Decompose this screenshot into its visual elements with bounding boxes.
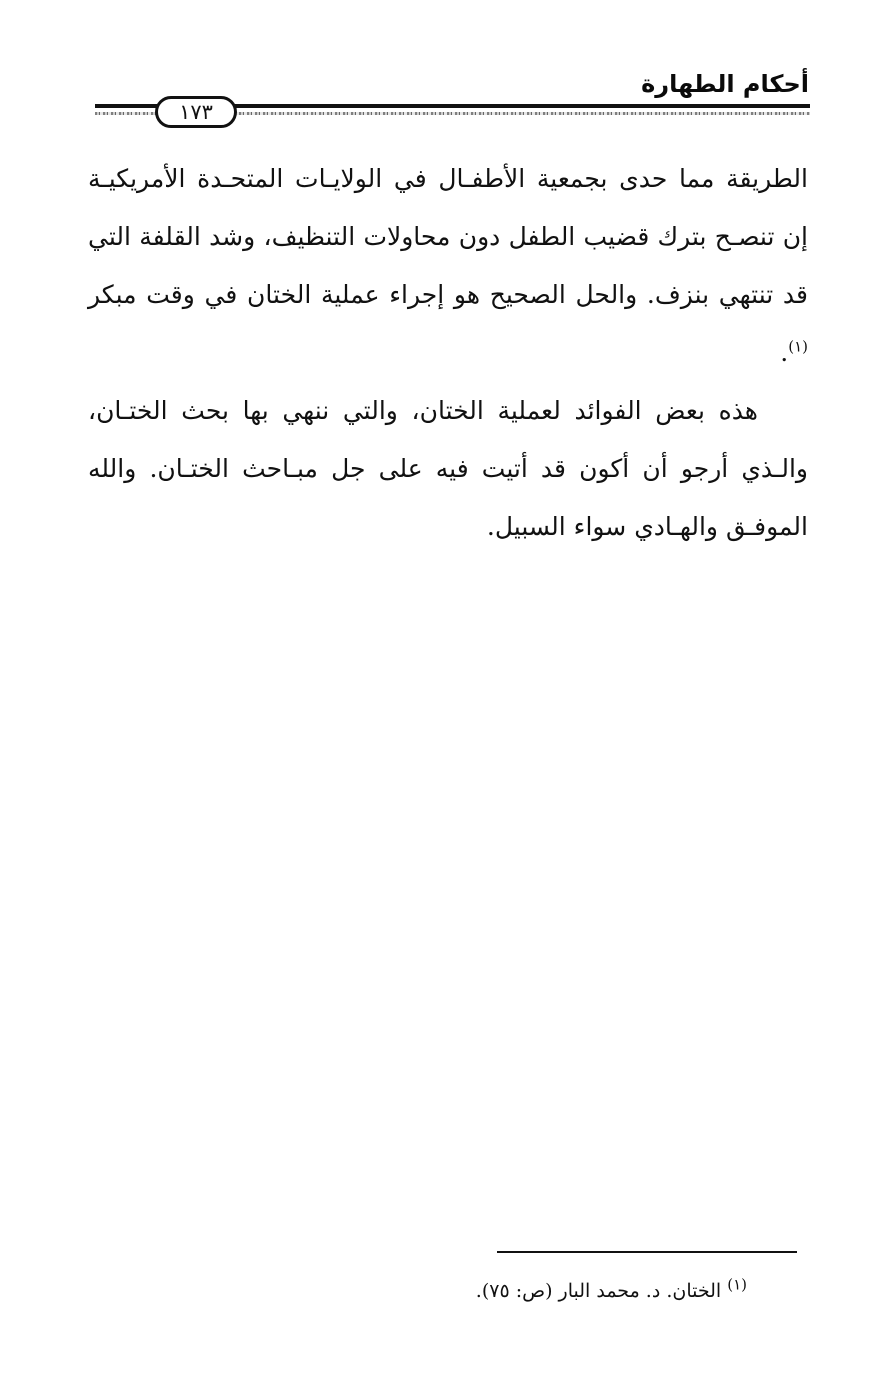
footnote-text: الختان. د. محمد البار (ص: ٧٥). bbox=[475, 1280, 722, 1302]
footnote-reference: (١) bbox=[788, 337, 808, 356]
running-title: أحكام الطهارة bbox=[641, 70, 809, 98]
paragraph-1-end: . bbox=[780, 338, 789, 367]
paragraph-2: هذه بعض الفوائد لعملية الختان، والتي ننهي بها بحث الختـان، والـذي أرجو أن أكون قد أتيت فيه على جل مبـاحث الختـان. والله الموفـق والهـادي سواء السبيل. bbox=[88, 396, 808, 541]
footnote-rule bbox=[497, 1251, 797, 1253]
footnote-marker: (١) bbox=[727, 1275, 747, 1294]
paragraph-1-text: الطريقة مما حدى بجمعية الأطفـال في الولايـات المتحـدة الأمريكيـة إن تنصـح بترك قضيب الطفل دون محاولات التنظيف، وشد القلفة التي قد تنتهي بنزف. والحل الصحيح هو إجراء عملية الختان في وقت مبكر bbox=[88, 164, 808, 309]
body-text bbox=[88, 150, 808, 556]
page-number: ١٧٣ bbox=[155, 96, 237, 128]
paragraph-1 bbox=[88, 150, 808, 382]
footnote bbox=[476, 1276, 747, 1306]
